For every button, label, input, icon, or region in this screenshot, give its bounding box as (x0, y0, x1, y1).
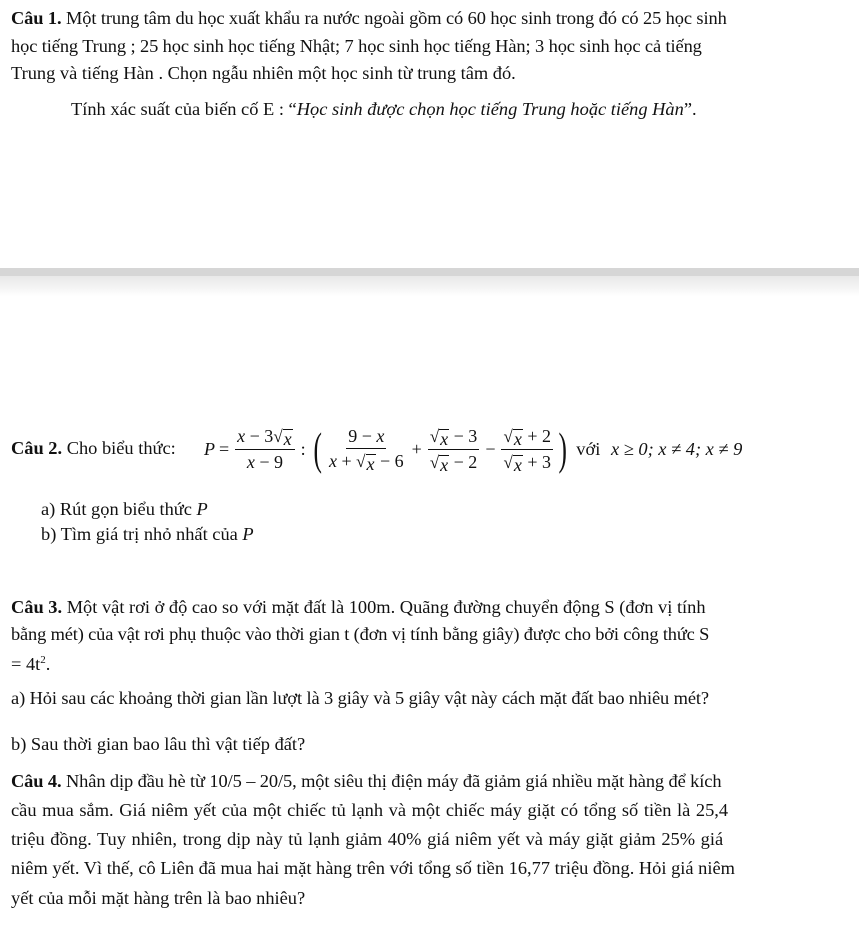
q2-intro: Câu 2. Cho biểu thức: (11, 438, 176, 458)
formula-fraction-2: 9 − x x + √ x − 6 (329, 426, 404, 474)
q1-line3: Trung và tiếng Hàn . Chọn ngẫu nhiên một học sinh từ trung tâm đó. (11, 63, 516, 83)
q1-line2: học tiếng Trung ; 25 học sinh học tiếng Nhật; 7 học sinh học tiếng Hàn; 3 học sinh học cả tiếng (11, 36, 702, 56)
q2-formula: P = x − 3 √ x x − 9 : ( 9 − x x + √ x − 6 + √ x − 3 √ x − 2 − √ x + 2 √ x + 3 ) với x ≥ 0; x ≠ 4; x ≠ 9 (204, 423, 743, 475)
q2-label: Câu 2. (11, 438, 63, 458)
page-separator (0, 268, 859, 296)
q4-line1: Câu 4. Nhân dịp đầu hè từ 10/5 – 20/5, một siêu thị điện máy đã giảm giá nhiều mặt hàng để kích (11, 771, 722, 791)
formula-fraction-4: √ x + 2 √ x + 3 (503, 425, 551, 475)
q4-label: Câu 4. (11, 771, 62, 791)
q3-line3: = $4t^2$. (11, 654, 51, 675)
q2-condition: với x ≥ 0; x ≠ 4; x ≠ 9 (576, 438, 743, 459)
q3-line2: bằng mét) của vật rơi phụ thuộc vào thời gian t (đơn vị tính bằng giây) được cho bởi công thức S (11, 624, 710, 644)
formula-fraction-1: x − 3 √ x x − 9 (235, 425, 295, 473)
q3-line1: Câu 3. Một vật rơi ở độ cao so với mặt đất là 100m. Quãng đường chuyển động S (đơn vị tính (11, 597, 706, 617)
q4-line3: triệu đồng. Tuy nhiên, trong dịp này tủ lạnh giảm 40% giá niêm yết và máy giặt giảm 25% giá (11, 829, 724, 849)
q3-label: Câu 3. (11, 597, 63, 617)
q4-line4: niêm yết. Vì thế, cô Liên đã mua hai mặt hàng trên với tổng số tiền 16,77 triệu đồng. Hỏi giá niêm (11, 858, 735, 878)
q3-part-a: a) Hỏi sau các khoảng thời gian lần lượt là 3 giây và 5 giây vật này cách mặt đất bao nhiêu mét? (11, 688, 709, 708)
q3-part-b: b) Sau thời gian bao lâu thì vật tiếp đất? (11, 734, 306, 754)
q4-line2: cầu mua sắm. Giá niêm yết của một chiếc tủ lạnh và một chiếc máy giặt có tổng số tiền là 25,4 (11, 800, 729, 820)
q2-part-a: a) Rút gọn biểu thức P (41, 499, 208, 519)
q4-line5: yết của mỗi mặt hàng trên là bao nhiêu? (11, 888, 306, 908)
q1-label: Câu 1. (11, 8, 62, 28)
q1-task: Tính xác suất của biến cố E : “Học sinh được chọn học tiếng Trung hoặc tiếng Hàn”. (71, 99, 697, 119)
q2-part-b: b) Tìm giá trị nhỏ nhất của P (41, 524, 254, 544)
formula-fraction-3: √ x − 3 √ x − 2 (429, 425, 478, 475)
q1-line1: Câu 1. Một trung tâm du học xuất khẩu ra nước ngoài gồm có 60 học sinh trong đó có 25 học sinh (11, 8, 727, 28)
